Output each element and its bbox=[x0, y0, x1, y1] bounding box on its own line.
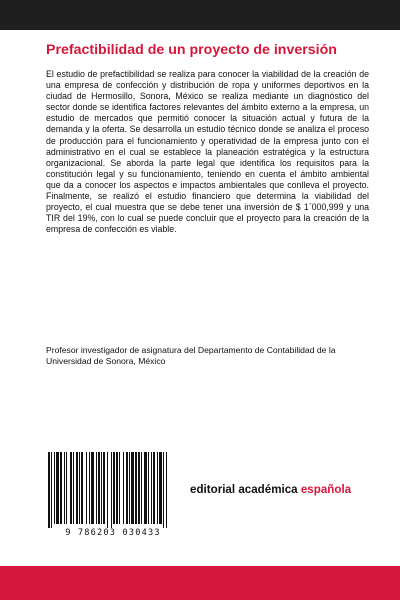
isbn-number: 9 786203 030433 bbox=[65, 528, 161, 538]
barcode-bar bbox=[131, 452, 134, 524]
barcode-bar bbox=[135, 452, 137, 524]
barcode-bar bbox=[51, 452, 52, 528]
barcode-bar bbox=[157, 452, 158, 524]
barcode-bar bbox=[48, 452, 50, 528]
barcode-bar bbox=[56, 452, 59, 524]
barcode-bar bbox=[126, 452, 128, 524]
book-title: Prefactibilidad de un proyecto de inversión bbox=[46, 42, 337, 58]
barcode-bar bbox=[129, 452, 130, 524]
barcode-bar bbox=[113, 452, 115, 524]
barcode-bar bbox=[91, 452, 94, 524]
barcode-bar bbox=[111, 452, 112, 528]
barcode-bar bbox=[101, 452, 102, 524]
barcode-bar bbox=[119, 452, 120, 524]
barcode-bar bbox=[81, 452, 83, 524]
barcode-bar bbox=[148, 452, 149, 524]
barcode-bar bbox=[60, 452, 62, 524]
barcode-bar bbox=[141, 452, 142, 524]
barcode-bar bbox=[166, 452, 167, 528]
barcode-bar bbox=[96, 452, 97, 524]
barcode-bar bbox=[89, 452, 90, 524]
barcode-bars bbox=[46, 452, 180, 528]
publisher-name bbox=[190, 483, 351, 496]
barcode-bar bbox=[79, 452, 80, 524]
barcode-bar bbox=[144, 452, 147, 524]
barcode-bar bbox=[138, 452, 140, 524]
publisher-name-part2: española bbox=[300, 483, 352, 496]
bottom-bar bbox=[0, 566, 400, 600]
barcode-bar bbox=[66, 452, 67, 524]
barcode-bar bbox=[107, 452, 108, 528]
barcode-bar bbox=[151, 452, 152, 524]
barcode-bar bbox=[159, 452, 162, 524]
author-bio: Profesor investigador de asignatura del Departamento de Contabilidad de la Universidad de Sonora, México bbox=[46, 345, 336, 367]
barcode-bar bbox=[64, 452, 65, 524]
barcode-bar bbox=[76, 452, 78, 524]
barcode-bar bbox=[123, 452, 124, 524]
barcode-bar bbox=[54, 452, 55, 524]
barcode-bar bbox=[86, 452, 87, 524]
publisher-name-part1: editorial académica bbox=[190, 483, 298, 496]
barcode-bar bbox=[153, 452, 155, 524]
barcode-bar bbox=[70, 452, 72, 524]
top-bar bbox=[0, 0, 400, 30]
barcode-bar bbox=[163, 452, 164, 528]
barcode-bar bbox=[103, 452, 105, 524]
book-abstract: El estudio de prefactibilidad se realiza para conocer la viabilidad de la creación de una empresa de confección y distribución de ropa y uniformes deportivos en la ciudad de Hermosillo, Sonora, México se realiza mediante un diagnóstico del sector donde se identifica factores relevantes del ámbito externo a la empresa, un estudio de mercados que permitió conocer la situación actual y futura de la demanda y la oferta. Se desarrolla un estudio técnico donde se analiza el proceso de producción para el funcionamiento y operatividad de la empresa junto con el administrativo en el cual se establece la planeación estratégica y la estructura organizacional. Se aborda la parte legal que identifica los requisitos para la constitución legal y su funcionamiento, teniendo en cuenta el ámbito ambiental que da a conocer los aspectos e impactos ambientales que conlleva el proyecto. Finalmente, se realizó el estudio financiero que determina la viabilidad del proyecto, el cual muestra que se debe tener una inversión de $ 1`000,999 y una TIR del 19%, con lo cual se puede concluir que el proyecto para la creación de la empresa de confección es viable. bbox=[46, 69, 369, 235]
barcode-bar bbox=[98, 452, 100, 524]
barcode-bar bbox=[73, 452, 74, 524]
barcode-bar bbox=[116, 452, 118, 524]
